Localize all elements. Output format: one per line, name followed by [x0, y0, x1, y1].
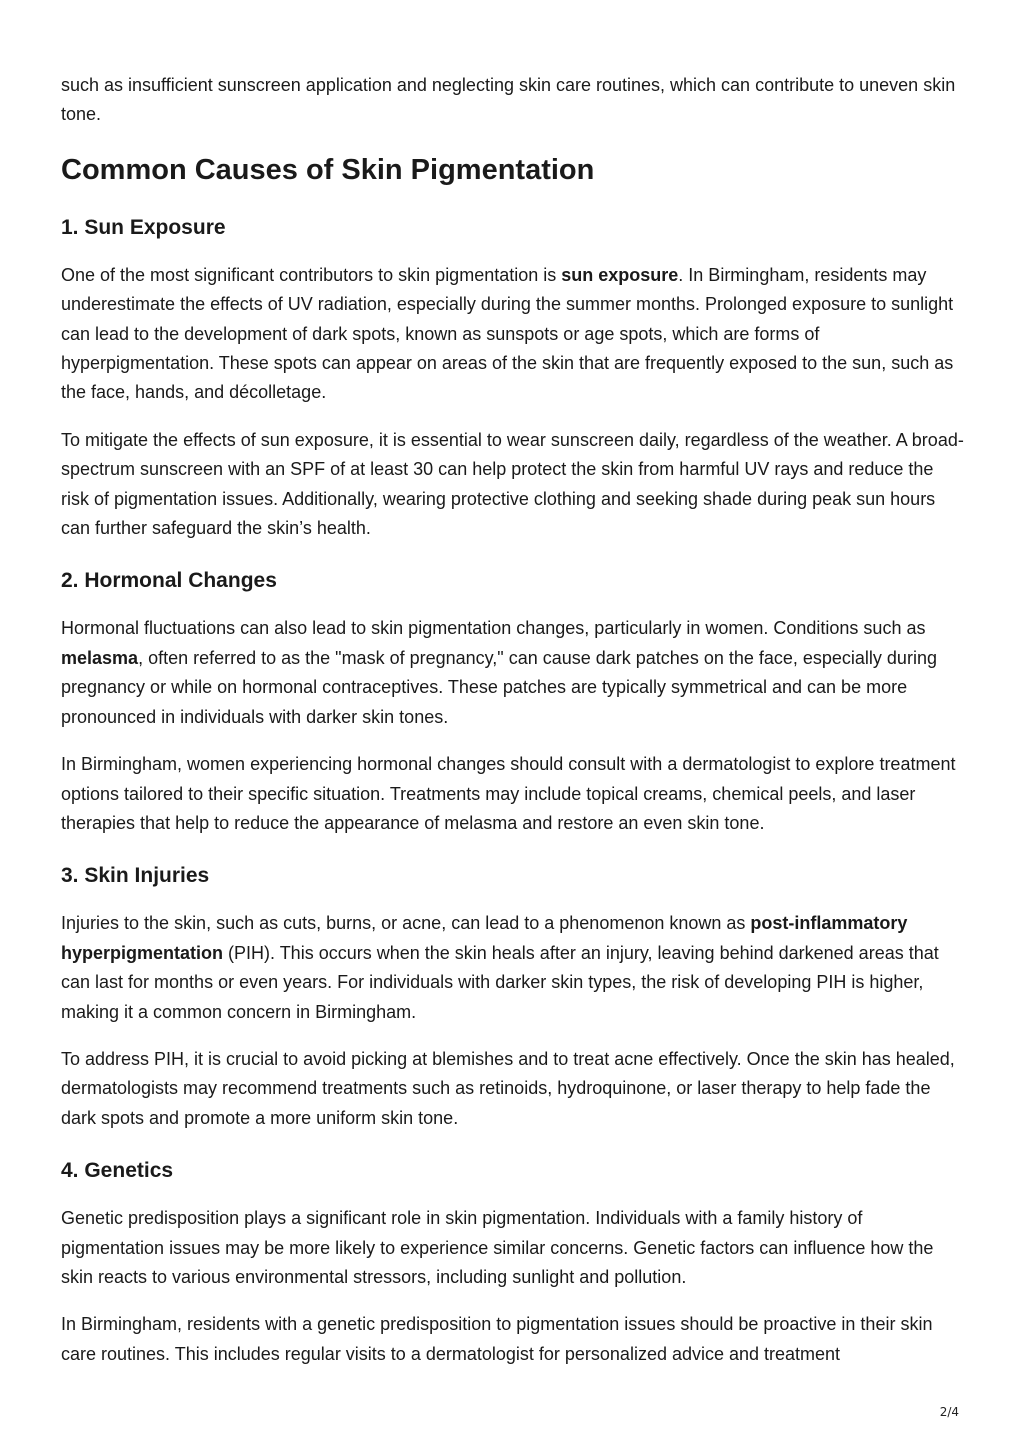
- main-heading: Common Causes of Skin Pigmentation: [61, 153, 595, 186]
- genetics-paragraph-1: Genetic predisposition plays a significant role in skin pigmentation. Individuals with a family history of pigmentation issues may be more likely to experience similar concerns. Genetic factors can influence how the skin reacts to various environmental stressors, including sunlight and pollution.: [61, 1208, 934, 1287]
- section-heading-skin-injuries: 3. Skin Injuries: [61, 864, 210, 888]
- injuries-paragraph-1: Injuries to the skin, such as cuts, burns, or acne, can lead to a phenomenon known as post-inflammatory hyperpigmentation (PIH). This occurs when the skin heals after an injury, leaving behind darkened areas that can last for months or even years. For individuals with darker skin types, the risk of developing PIH is higher, making it a common concern in Birmingham.: [61, 913, 939, 1022]
- hormonal-paragraph-1: Hormonal fluctuations can also lead to skin pigmentation changes, particularly in women. Conditions such as melasma, often referred to as the "mask of pregnancy," can cause dark patches on the face, especially during pregnancy or while on hormonal contraceptives. These patches are typically symmetrical and can be more pronounced in individuals with darker skin tones.: [61, 618, 937, 727]
- bold-term-sun-exposure: sun exposure: [561, 264, 679, 285]
- sun-exposure-paragraph-1: One of the most significant contributors to skin pigmentation is sun exposure. In Birmingham, residents may underestimate the effects of UV radiation, especially during the summer months. Prolonged exposure to sunlight can lead to the development of dark spots, known as sunspots or age spots, which are forms of hyperpigmentation. These spots can appear on areas of the skin that are frequently exposed to the sun, such as the face, hands, and décolletage.: [61, 264, 954, 403]
- document-page: [61, 71, 966, 1369]
- page-number: 2/4: [939, 1405, 959, 1419]
- bold-term-melasma: melasma: [61, 647, 139, 668]
- intro-paragraph: such as insufficient sunscreen application and neglecting skin care routines, which can contribute to uneven skin tone.: [61, 75, 956, 125]
- hormonal-paragraph-2: In Birmingham, women experiencing hormonal changes should consult with a dermatologist to explore treatment options tailored to their specific situation. Treatments may include topical creams, chemical peels, and laser therapies that help to reduce the appearance of melasma and restore an even skin tone.: [61, 754, 956, 833]
- section-heading-hormonal-changes: 2. Hormonal Changes: [61, 569, 277, 593]
- bold-term-pih: post-inflammatory hyperpigmentation: [61, 913, 908, 963]
- section-heading-sun-exposure: 1. Sun Exposure: [61, 215, 226, 239]
- section-heading-genetics: 4. Genetics: [61, 1159, 174, 1183]
- sun-exposure-paragraph-2: To mitigate the effects of sun exposure, it is essential to wear sunscreen daily, regardless of the weather. A broad-spectrum sunscreen with an SPF of at least 30 can help protect the skin from harmful UV rays and reduce the risk of pigmentation issues. Additionally, wearing protective clothing and seeking shade during peak sun hours can further safeguard the skin’s health.: [61, 429, 964, 539]
- injuries-paragraph-2: To address PIH, it is crucial to avoid picking at blemishes and to treat acne effectively. Once the skin has healed, dermatologists may recommend treatments such as retinoids, hydroquinone, or laser therapy to help fade the dark spots and promote a more uniform skin tone.: [61, 1048, 955, 1128]
- genetics-paragraph-2: In Birmingham, residents with a genetic predisposition to pigmentation issues should be proactive in their skin care routines. This includes regular visits to a dermatologist for personalized advice and treatment: [61, 1314, 933, 1364]
